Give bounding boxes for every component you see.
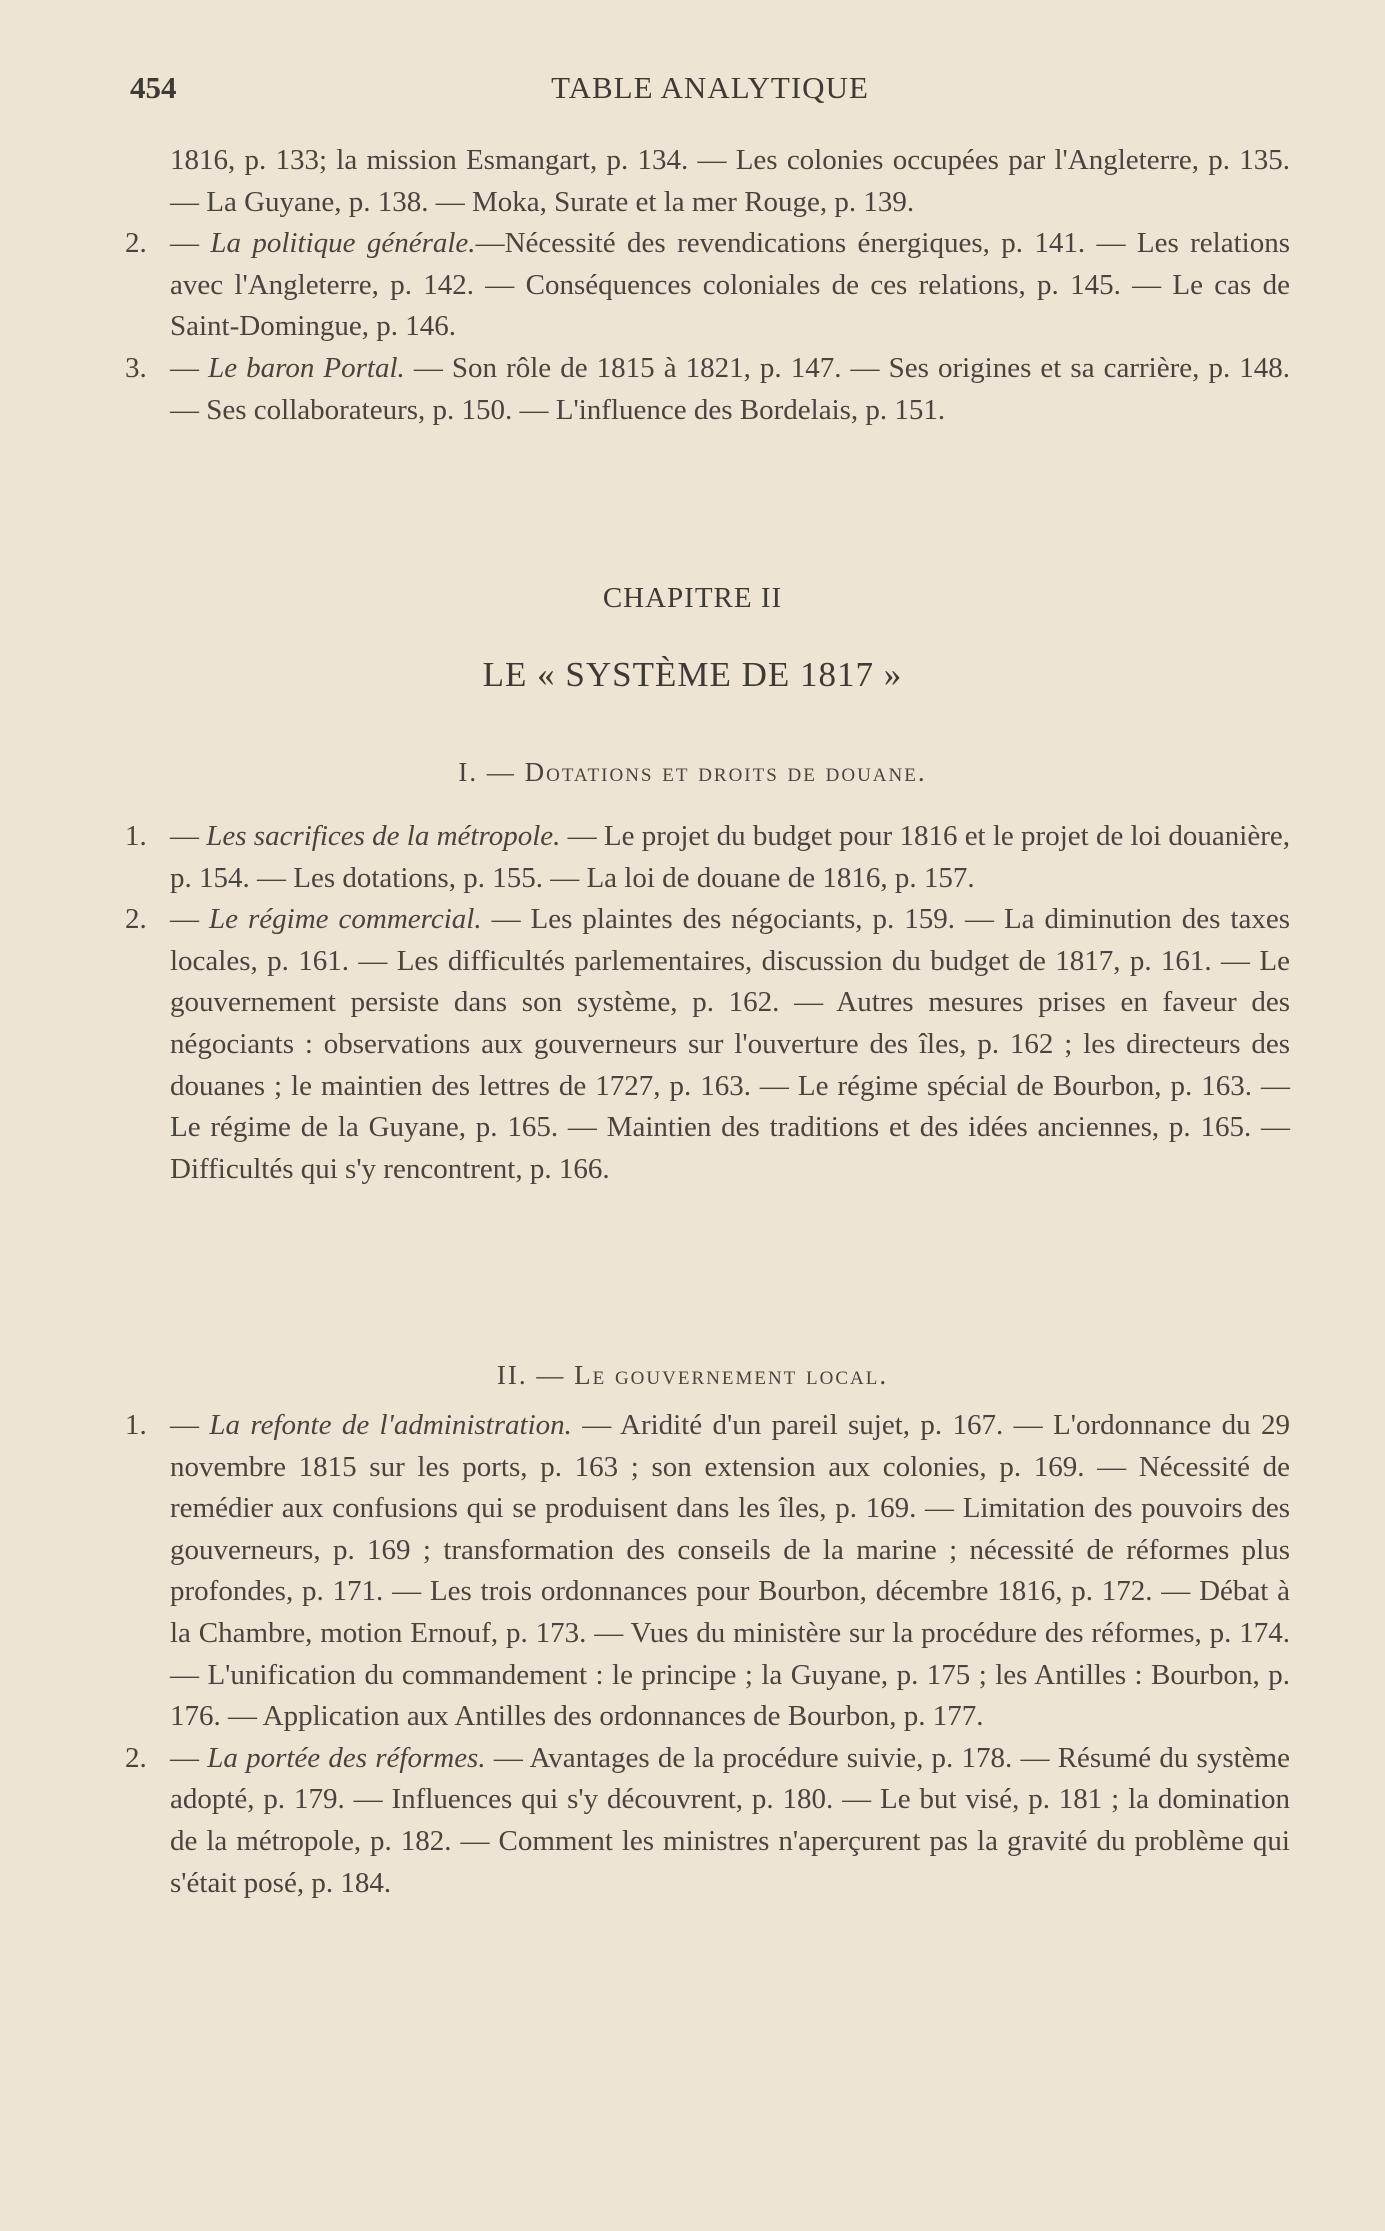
item-text: — Aridité d'un pareil sujet, p. 167. — L'ordonnance du 29 novembre 1815 sur les ports, p. 163 ; son extension aux colonies, p. 169. — Nécessité de remédier aux confusions qui se produisent dans les îles, p. 169. — Limitation des pouvoirs des gouverneurs, p. 169 ; transformation des conseils de la marine ; nécessité de réformes plus profondes, p. 171. — Les trois ordonnances pour Bourbon, décembre 1816, p. 172. — Débat à la Chambre, motion Ernouf, p. 173. — Vues du ministère sur la procédure des réformes, p. 174. — L'unification du commandement : le principe ; la Guyane, p. 175 ; les Antilles : Bourbon, p. 176. — Application aux Antilles des ordonnances de Bourbon, p. 177. (170, 1409, 1290, 1733)
list-item: 2. — La politique générale.—Nécessité des revendications énergiques, p. 141. — Les relations avec l'Angleterre, p. 142. — Conséquences coloniales de ces relations, p. 145. — Le cas de Saint-Domingue, p. 146. (170, 223, 1290, 348)
page-number: 454 (130, 70, 177, 105)
list-item: 3. — Le baron Portal. — Son rôle de 1815 à 1821, p. 147. — Ses origines et sa carrière, p. 148. — Ses collaborateurs, p. 150. — L'influence des Bordelais, p. 151. (170, 348, 1290, 431)
item-title: La refonte de l'administration. (209, 1409, 572, 1441)
item-number: 1. (125, 820, 147, 852)
item-title: La portée des réformes. (207, 1741, 486, 1774)
list-item: 1. — Les sacrifices de la métropole. — Le projet du budget pour 1816 et le projet de loi douanière, p. 154. — Les dotations, p. 155. — La loi de douane de 1816, p. 157. (170, 816, 1290, 899)
item-number: 2. (125, 227, 147, 260)
item-text: —Nécessité des revendications énergiques, p. 141. — Les relations avec l'Angleterre, p. 142. — Conséquences coloniales de ces relations, p. 145. — Le cas de Saint-Domingue, p. 146. (170, 227, 1290, 343)
chapter-title: LE « SYSTÈME DE 1817 » (482, 655, 903, 694)
item-text: — Avantages de la procédure suivie, p. 178. — Résumé du système adopté, p. 179. — Influences qui s'y découvrent, p. 180. — Le but visé, p. 181 ; la domination de la métropole, p. 182. — Comment les ministres n'aperçurent pas la gravité du problème qui s'était posé, p. 184. (170, 1741, 1290, 1899)
item-number: 1. (125, 1409, 147, 1441)
item-title: La politique générale. (210, 227, 476, 260)
item-number: 2. (125, 903, 147, 936)
item-title: Le baron Portal. (208, 351, 405, 384)
list-item: 2. — Le régime commercial. — Les plaintes des négociants, p. 159. — La diminution des taxes locales, p. 161. — Les difficultés parlementaires, discussion du budget de 1817, p. 161. — Le gouvernement persiste dans son système, p. 162. — Autres mesures prises en faveur des négociants : observations aux gouverneurs sur l'ouverture des îles, p. 162 ; les directeurs des douanes ; le maintien des lettres de 1727, p. 163. — Le régime spécial de Bourbon, p. 163. — Le régime de la Guyane, p. 165. — Maintien des traditions et des idées anciennes, p. 165. — Difficultés qui s'y rencontrent, p. 166. (170, 899, 1290, 1190)
continuation-paragraph: 1816, p. 133; la mission Esmangart, p. 134. — Les colonies occupées par l'Angleterre, p. 135. — La Guyane, p. 138. — Moka, Surate et la mer Rouge, p. 139. (170, 144, 1290, 218)
chapter-label: CHAPITRE II (602, 582, 783, 614)
section-heading: II. — Le gouvernement local. (496, 1360, 889, 1390)
item-title: Les sacrifices de la métropole. (206, 820, 561, 852)
section1-block (125, 816, 1291, 1190)
item-text: — Le projet du budget pour 1816 et le projet de loi douanière, p. 154. — Les dotations, p. 155. — La loi de douane de 1816, p. 157. (170, 820, 1291, 894)
item-text: — Les plaintes des négociants, p. 159. — La diminution des taxes locales, p. 161. — Les difficultés parlementaires, discussion du budget de 1817, p. 161. — Le gouvernement persiste dans son système, p. 162. — Autres mesures prises en faveur des négociants : observations aux gouverneurs sur l'ouverture des îles, p. 162 ; les directeurs des douanes ; le maintien des lettres de 1727, p. 163. — Le régime spécial de Bourbon, p. 163. — Le régime de la Guyane, p. 165. — Maintien des traditions et des idées anciennes, p. 165. — Difficultés qui s'y rencontrent, p. 166. (170, 903, 1291, 1185)
item-title: Le régime commercial. (209, 903, 482, 936)
intro-block (125, 140, 1291, 431)
section-heading: I. — Dotations et droits de douane. (458, 757, 927, 787)
item-number: 3. (125, 351, 147, 384)
section2-block (125, 1405, 1290, 1904)
list-item: 1. — La refonte de l'administration. — Aridité d'un pareil sujet, p. 167. — L'ordonnance du 29 novembre 1815 sur les ports, p. 163 ; son extension aux colonies, p. 169. — Nécessité de remédier aux confusions qui se produisent dans les îles, p. 169. — Limitation des pouvoirs des gouverneurs, p. 169 ; transformation des conseils de la marine ; nécessité de réformes plus profondes, p. 171. — Les trois ordonnances pour Bourbon, décembre 1816, p. 172. — Débat à la Chambre, motion Ernouf, p. 173. — Vues du ministère sur la procédure des réformes, p. 174. — L'unification du commandement : le principe ; la Guyane, p. 175 ; les Antilles : Bourbon, p. 176. — Application aux Antilles des ordonnances de Bourbon, p. 177. (170, 1405, 1290, 1738)
list-item: 2. — La portée des réformes. — Avantages de la procédure suivie, p. 178. — Résumé du système adopté, p. 179. — Influences qui s'y découvrent, p. 180. — Le but visé, p. 181 ; la domination de la métropole, p. 182. — Comment les ministres n'aperçurent pas la gravité du problème qui s'était posé, p. 184. (170, 1738, 1290, 1904)
page-header (130, 70, 1290, 114)
item-text: — Son rôle de 1815 à 1821, p. 147. — Ses origines et sa carrière, p. 148. — Ses collaborateurs, p. 150. — L'influence des Bordelais, p. 151. (170, 351, 1291, 426)
item-number: 2. (125, 1741, 147, 1774)
running-title: TABLE ANALYTIQUE (551, 70, 869, 105)
